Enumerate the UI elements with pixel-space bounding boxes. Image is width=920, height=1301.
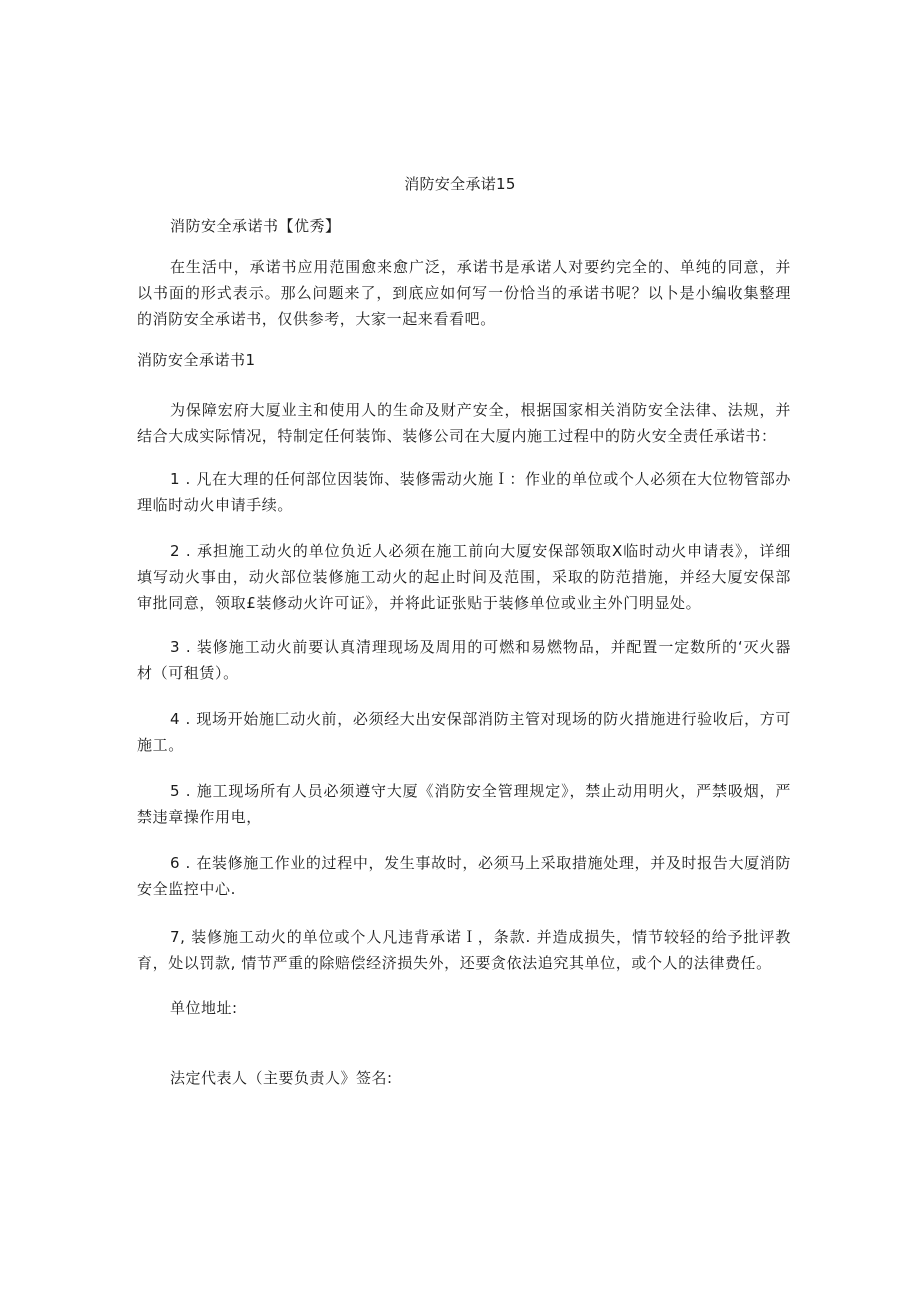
section-heading: 消防安全承诺书1 xyxy=(137,351,256,369)
clause-2: 2 . 承担施工动火的单位负近人必须在施工前向大厦安保部领取X临时动火申请表》，详细填写动火事由，动火部位装修施工动火的起止时间及范围，采取的防范措施，并经大厦安保部审批同意，领取£装修动火许可证》，并将此证张贴于装修单位或业主外门明显处。 xyxy=(137,542,791,612)
clause-6: 6 . 在装修施工作业的过程中，发生事故时，必须马上采取措施处理，并及时报告大厦消防安全监控中心. xyxy=(137,854,791,898)
clause-7: 7, 装修施工动火的单位或个人凡违背承诺Ｉ，条款. 并造成损失，情节较轻的给予批评教育，处以罚款, 情节严重的除赔偿经济损失外，还要贪依法追究其单位，或个人的法律费任。 xyxy=(137,928,791,972)
clause-1: 1 . 凡在大理的任何部位因装饰、装修需动火施Ｉ：作业的单位或个人必须在大位物管部办理临时动火申请手续。 xyxy=(137,470,791,514)
signature-label: 法定代表人（主要负责人》签名: xyxy=(170,1069,393,1087)
clause-3: 3 . 装修施工动火前要认真清理现场及周用的可燃和易燃物品，并配置一定数所的‘灭火器材（可租赁）。 xyxy=(137,638,791,682)
preamble-paragraph: 为保障宏府大厦业主和使用人的生命及财产安全，根据国家相关消防安全法律、法规，并结合大成实际情况，特制定任何装饰、装修公司在大厦内施工过程中的防火安全责任承诺书： xyxy=(137,401,791,445)
document-title: 消防安全承诺15 xyxy=(404,175,516,193)
clause-4: 4 . 现场开始施匚动火前，必须经大出安保部消防主管对现场的防火措施进行验收后，方可施工。 xyxy=(137,710,791,754)
document-subtitle: 消防安全承诺书【优秀】 xyxy=(170,217,341,235)
clause-5: 5 . 施工现场所有人员必须遵守大厦《消防安全管理规定》，禁止动用明火，严禁吸烟，严禁违章操作用电， xyxy=(137,782,791,826)
intro-paragraph: 在生活中，承诺书应用范围愈来愈广泛，承诺书是承诺人对要约完全的、单纯的同意，并以书面的形式表示。那么问题来了，到底应如何写一份恰当的承诺书呢？以卜是小编收集整理的消防安全承诺书，仅供参考，大家一起来看看吧。 xyxy=(137,258,791,328)
unit-address-label: 单位地址: xyxy=(170,999,238,1017)
